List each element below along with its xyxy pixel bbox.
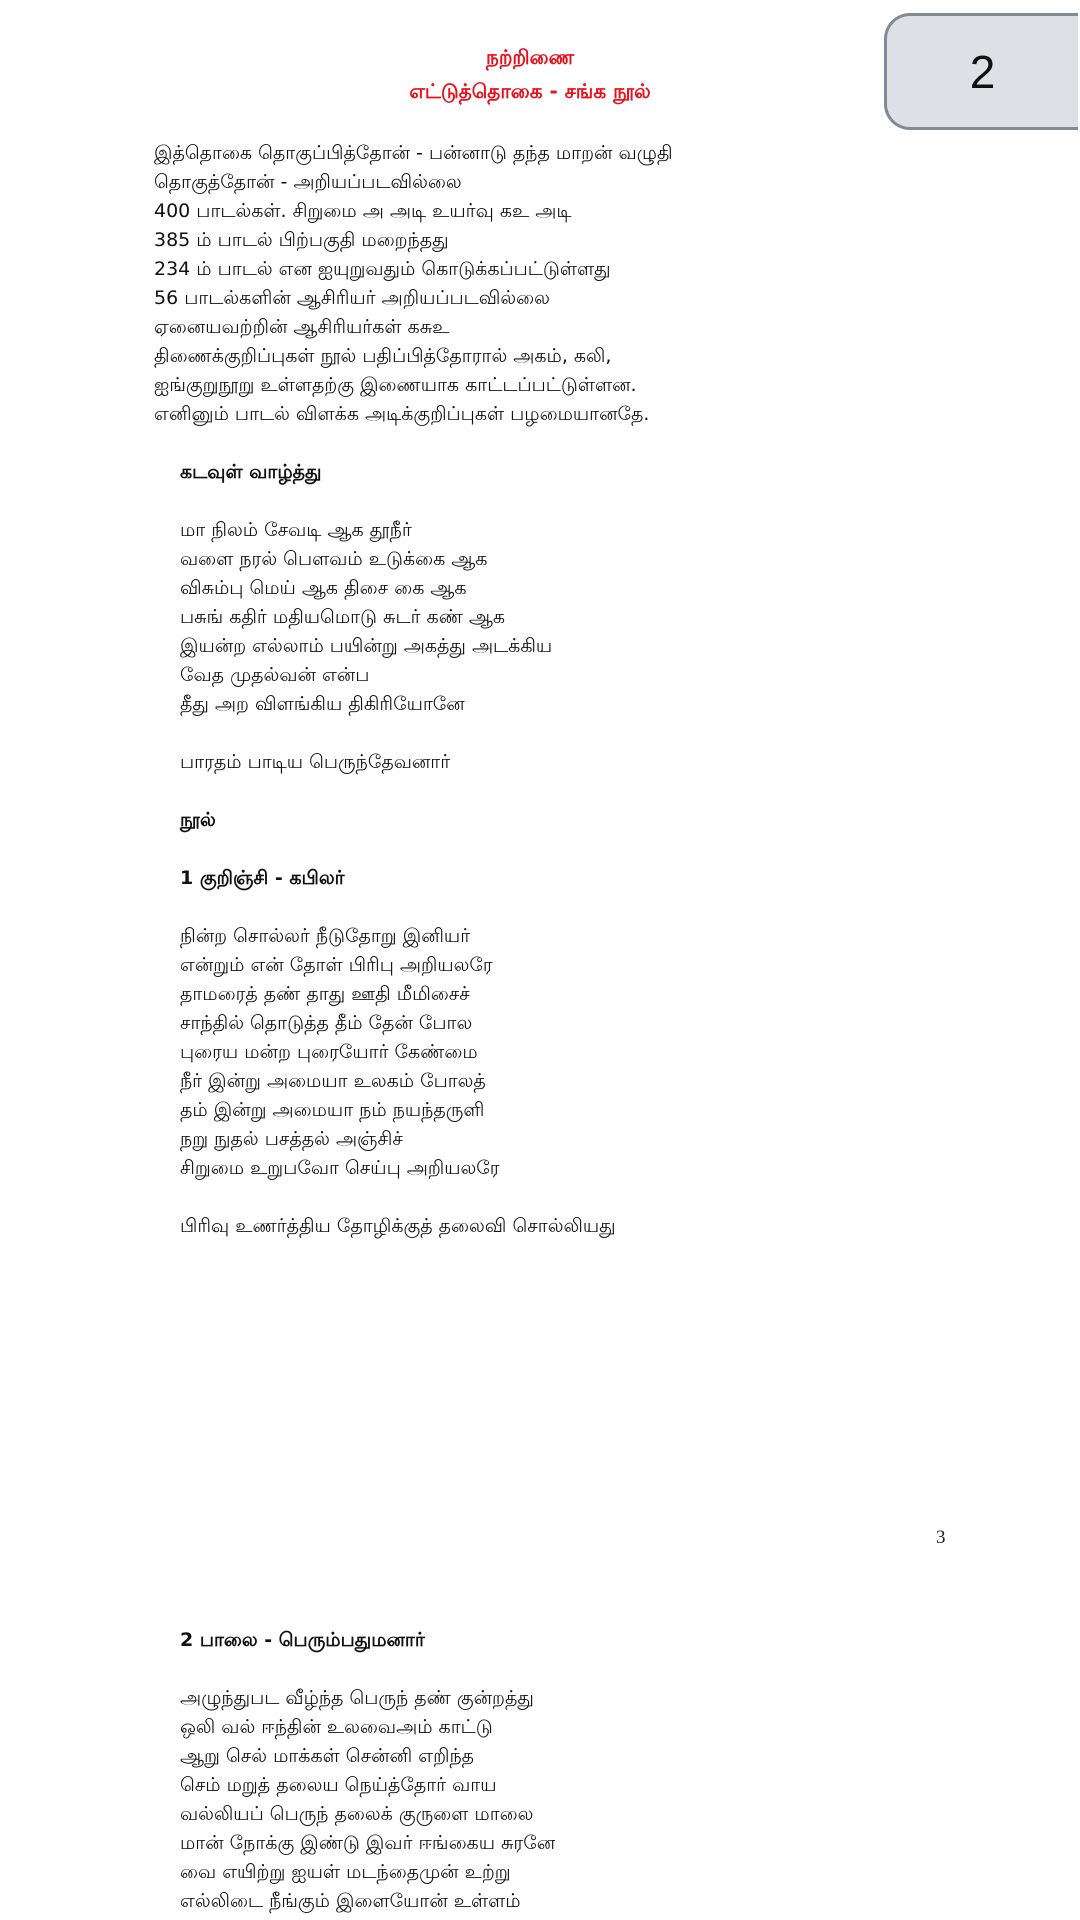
intro-line: ஏனையவற்றின் ஆசிரியர்கள் கசுஉ [154, 316, 450, 338]
document-title [0, 40, 1060, 108]
verse-line: நறு நுதல் பசத்தல் அஞ்சிச் [180, 1128, 403, 1150]
intro-paragraph [154, 139, 954, 429]
verse-line: வேத முதல்வன் என்ப [180, 664, 370, 686]
intro-line: 385 ம் பாடல் பிற்பகுதி மறைந்தது [154, 229, 449, 251]
verse-line: தம் இன்று அமையா நம் நயந்தருளி [180, 1099, 485, 1121]
invocation-author: பாரதம் பாடிய பெருந்தேவனார் [180, 751, 451, 773]
intro-line: திணைக்குறிப்புகள் நூல் பதிப்பித்தோரால் அகம், கலி, [154, 345, 612, 367]
invocation-heading: கடவுள் வாழ்த்து [180, 461, 322, 483]
spacer [180, 777, 980, 806]
spacer [180, 1655, 980, 1684]
verse-line: ஒலி வல் ஈந்தின் உலவைஅம் காட்டு [180, 1716, 493, 1738]
verse-line: வளை நரல் பெளவம் உடுக்கை ஆக [180, 548, 488, 570]
title-line-2: எட்டுத்தொகை - சங்க நூல் [409, 79, 651, 103]
poem-1-note: பிரிவு உணர்த்திய தோழிக்குத் தலைவி சொல்லியது [180, 1215, 616, 1237]
spacer [180, 719, 980, 748]
intro-line: தொகுத்தோன் - அறியப்படவில்லை [154, 171, 462, 193]
verse-line: சாந்தில் தொடுத்த தீம் தேன் போல [180, 1012, 473, 1034]
section-heading: நூல் [180, 809, 216, 831]
verse-line: நின்ற சொல்லர் நீடுதோறு இனியர் [180, 925, 471, 947]
verse-line: சிறுமை உறுபவோ செய்பு அறியலரே [180, 1157, 500, 1179]
verse-line: வை எயிற்று ஐயள் மடந்தைமுன் உற்று [180, 1861, 511, 1883]
verse-line: வல்லியப் பெருந் தலைக் குருளை மாலை [180, 1803, 534, 1825]
poem-2-section [180, 1626, 980, 1916]
page-badge-number: 2 [969, 45, 996, 98]
verse-line: பசுங் கதிர் மதியமொடு சுடர் கண் ஆக [180, 606, 506, 628]
spacer [180, 893, 980, 922]
verse-line: மான் நோக்கு இண்டு இவர் ஈங்கைய சுரனே [180, 1832, 556, 1854]
intro-line: 56 பாடல்களின் ஆசிரியர் அறியப்படவில்லை [154, 287, 550, 309]
intro-line: இத்தொகை தொகுப்பித்தோன் - பன்னாடு தந்த மாறன் வழுதி [154, 142, 673, 164]
spacer [180, 487, 980, 516]
poem-2-heading: 2 பாலை - பெரும்பதுமனார் [180, 1629, 425, 1651]
intro-line: எனினும் பாடல் விளக்க அடிக்குறிப்புகள் பழமையானதே. [154, 403, 650, 425]
title-line-1: நற்றிணை [485, 45, 575, 69]
intro-line: 234 ம் பாடல் என ஐயுறுவதும் கொடுக்கப்பட்டுள்ளது [154, 258, 611, 280]
verse-line: அழுந்துபட வீழ்ந்த பெருந் தண் குன்றத்து [180, 1687, 534, 1709]
poem-1-heading: 1 குறிஞ்சி - கபிலர் [180, 867, 345, 889]
verse-line: புரைய மன்ற புரையோர் கேண்மை [180, 1041, 478, 1063]
verse-line: தாமரைத் தண் தாது ஊதி மீமிசைச் [180, 983, 470, 1005]
verse-line: எல்லிடை நீங்கும் இளையோன் உள்ளம் [180, 1890, 521, 1912]
verse-line: தீது அற விளங்கிய திகிரியோனே [180, 693, 465, 715]
verse-line: ஆறு செல் மாக்கள் சென்னி எறிந்த [180, 1745, 475, 1767]
intro-line: 400 பாடல்கள். சிறுமை அ அடி உயர்வு கஉ அடி [154, 200, 572, 222]
verse-line: செம் மறுத் தலைய நெய்த்தோர் வாய [180, 1774, 497, 1796]
verse-line: விசும்பு மெய் ஆக திசை கை ஆக [180, 577, 467, 599]
page-number: 3 [936, 1527, 946, 1548]
verse-line: என்றும் என் தோள் பிரிபு அறியலரே [180, 954, 493, 976]
verse-line: இயன்ற எல்லாம் பயின்று அகத்து அடக்கிய [180, 635, 553, 657]
invocation-section [180, 458, 980, 1241]
spacer [180, 1183, 980, 1212]
verse-line: மா நிலம் சேவடி ஆக தூநீர் [180, 519, 412, 541]
intro-line: ஐங்குறுநூறு உள்ளதற்கு இணையாக காட்டப்பட்டுள்ளன. [154, 374, 637, 396]
spacer [180, 835, 980, 864]
verse-line: நீர் இன்று அமையா உலகம் போலத் [180, 1070, 486, 1092]
